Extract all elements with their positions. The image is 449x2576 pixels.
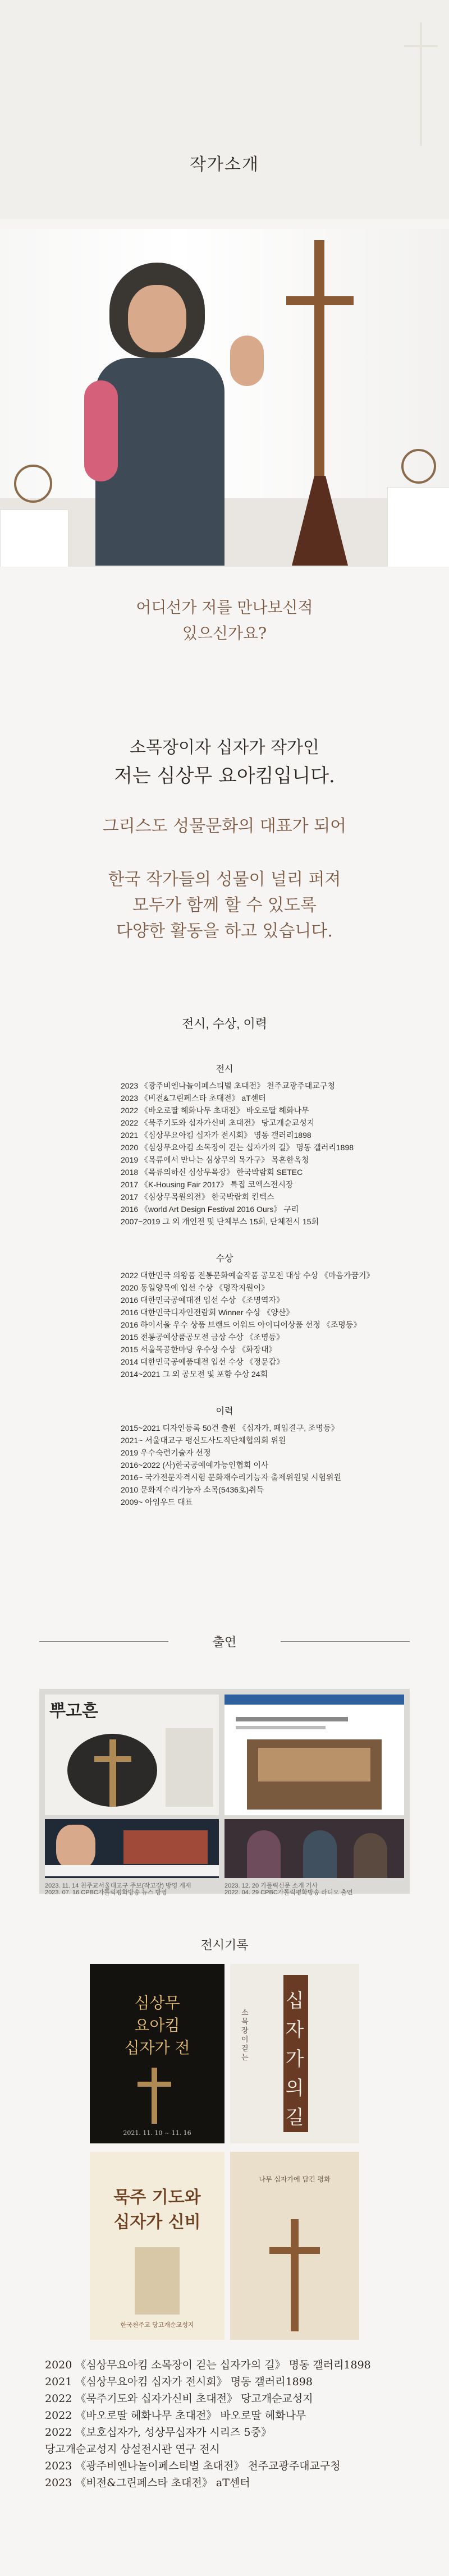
- list-item: 2023 《비전&그린페스타 초대전》 aT센터: [45, 2477, 250, 2489]
- awards-list: [121, 1269, 374, 1380]
- list-item: 2022 대한민국 의왕품 전통문화예술작품 공모전 대상 수상 《마음가꿈기》: [121, 1271, 374, 1280]
- tv-news-thumbnail: [45, 1819, 219, 1878]
- poster-wooden-cross: 나무 십자가에 담긴 평화: [230, 2152, 359, 2340]
- list-item: 2022 《바오로딸 헤화나무 초대전》 바오로딸 헤화나무: [45, 2409, 306, 2422]
- list-item: 2022 《바오로딸 헤화나무 초대전》 바오로딸 헤화나무: [121, 1106, 309, 1115]
- list-item: 2016 대한민국공예대전 입선 수상 《조명역자》: [121, 1296, 285, 1305]
- list-item: 2020 《심상무요아킴 소목장이 걷는 십자가의 길》 명동 갤러리1898: [121, 1143, 354, 1152]
- header-area: [0, 0, 449, 219]
- list-item: 2022 《보호십자가, 성상무십자가 시리즈 5중》: [45, 2426, 272, 2439]
- media-collage: [39, 1689, 410, 1894]
- list-item: 2007~2019 그 외 개인전 및 단체부스 15회, 단체전시 15회: [121, 1217, 319, 1226]
- web-article-thumbnail: [224, 1695, 404, 1815]
- newsletter-logo: 뿌고흔: [49, 1701, 98, 1721]
- exhibitions-heading: 전시: [216, 1064, 233, 1074]
- intro-line-1: 소목장이자 십자가 작가인: [130, 738, 319, 757]
- intro-line-6: 다양한 활동을 하고 있습니다.: [116, 921, 333, 941]
- media-caption: 2022. 04. 29 CPBC가톨릭평화방송 라디오 출연: [224, 1889, 353, 1896]
- list-item: 2022 《묵주기도와 십자가신비 초대전》 당고개순교성지: [45, 2393, 313, 2405]
- list-item: 2019 우수숙련기술자 선정: [121, 1448, 211, 1457]
- exhibitions-list: [121, 1080, 356, 1228]
- artist-photo: [0, 229, 449, 567]
- list-item: 당고개순교성지 상설전시관 연구 전시: [45, 2443, 220, 2455]
- intro-line-5: 모두가 함께 할 수 있도록: [132, 896, 317, 915]
- list-item: 2009~ 아임우드 대표: [121, 1498, 193, 1507]
- career-list: [121, 1422, 356, 1508]
- list-item: 2015~2021 디자인등록 50건 출원 《십자가, 패임결구, 조명등》: [121, 1424, 339, 1432]
- cross-watermark-icon: [404, 22, 438, 146]
- list-item: 2023 《비전&그린페스타 초대전》 aT센터: [121, 1094, 266, 1103]
- list-item: 2018 《목류의하신 심상무목장》 한국박람회 SETEC: [121, 1168, 303, 1177]
- list-item: 2020 《심상무요아킴 소목장이 걷는 십자가의 길》 명동 갤러리1898: [45, 2359, 371, 2371]
- list-item: 2014 대한민국공예품대전 입선 수상 《정문갑》: [121, 1357, 285, 1366]
- list-item: 2021 《심상무요아킴 십자가 전시회》 명동 갤러리1898: [121, 1131, 311, 1140]
- list-item: 2014~2021 그 외 공모전 및 포함 수상 24회: [121, 1370, 268, 1379]
- list-item: 2016 《world Art Design Festival 2016 Ours》 구리: [121, 1205, 299, 1214]
- intro-line-3: 그리스도 성물문화의 대표가 되어: [102, 816, 347, 836]
- list-item: 2016~2022 (사)한국공예예가능인협회 이사: [121, 1461, 269, 1470]
- poster-rosary-cross: 묵주 기도와 십자가 신비 한국천주교 당고개순교성지: [90, 2152, 224, 2340]
- poster-cross-exhibition: 심상무 요아킴 십자가 전 2021. 11. 10 ~ 11. 16: [90, 1964, 224, 2143]
- list-item: 2010 문화재수리기능자 소목(5436호)취득: [121, 1485, 264, 1494]
- list-item: 2015 전통공예상품공모전 금상 수상 《조명등》: [121, 1333, 285, 1342]
- history-heading: 전시, 수상, 이력: [182, 1017, 267, 1031]
- list-item: 2017 《심상무목원의전》 한국박람회 킨텍스: [121, 1192, 274, 1201]
- media-caption: 2023. 07. 16 CPBC가톨릭평화방송 뉴스 방영: [45, 1889, 167, 1896]
- list-item: 2021 《심상무요아킴 십자가 전시회》 명동 갤러리1898: [45, 2376, 313, 2388]
- list-item: 2017 《K-Housing Fair 2017》 특집 코엑스전시장: [121, 1180, 294, 1189]
- list-item: 2016~ 국가전문자격시험 문화재수리기능자 출제위원및 시험위원: [121, 1473, 341, 1482]
- list-item: 2023 《광주비엔나놀이페스티벌 초대전》 천주교광주대교구청: [45, 2460, 341, 2472]
- list-item: 2020 동일양목예 입선 수상 《명작지원이》: [121, 1283, 269, 1292]
- list-item: 2022 《묵주기도와 십자가신비 초대전》 당고개순교성지: [121, 1118, 315, 1127]
- intro-line-4: 한국 작가들의 성물이 널리 퍼져: [108, 870, 341, 889]
- media-caption: 2023. 12. 20 가톨릭신문 소개 기사: [224, 1882, 318, 1889]
- list-item: 2016 하이서울 우수 상품 브랜드 어워드 아이디어상품 선정 《조명등》: [121, 1320, 361, 1329]
- exhibition-record-list: [45, 2357, 427, 2491]
- page-title: 작가소개: [190, 155, 259, 175]
- list-item: 2016 대한민국디자인전람회 Winner 수상 《양산》: [121, 1308, 294, 1317]
- newsletter-thumbnail: [45, 1695, 219, 1815]
- media-caption: 2023. 11. 14 천주교서울대교구 주보(작고장) 방영 게재: [45, 1882, 191, 1889]
- list-item: 2015 서울목공한마당 우수상 수상 《화장대》: [121, 1345, 277, 1354]
- radio-show-thumbnail: [224, 1819, 404, 1878]
- exhibition-record-heading: 전시기록: [200, 1938, 249, 1952]
- media-heading: 출연: [212, 1635, 237, 1649]
- list-item: 2019 《목류에서 만나는 심상무의 목가구》 목흔한옥청: [121, 1155, 309, 1164]
- intro-line-2: 저는 심상무 요아킴입니다.: [114, 765, 335, 787]
- career-heading: 이력: [216, 1407, 233, 1416]
- list-item: 2021~ 서울대교구 평신도사도직단체협의회 위원: [121, 1436, 286, 1445]
- artist-figure: [84, 263, 236, 566]
- awards-heading: 수상: [216, 1254, 233, 1264]
- list-item: 2023 《광주비엔나놀이페스티벌 초대전》 천주교광주대교구청: [121, 1081, 335, 1090]
- poster-way-of-cross: 십 자 가 의 길 소목장이 걷는: [230, 1964, 359, 2143]
- intro-question: 어디선가 저를 만나보신적 있으신가요?: [136, 598, 313, 642]
